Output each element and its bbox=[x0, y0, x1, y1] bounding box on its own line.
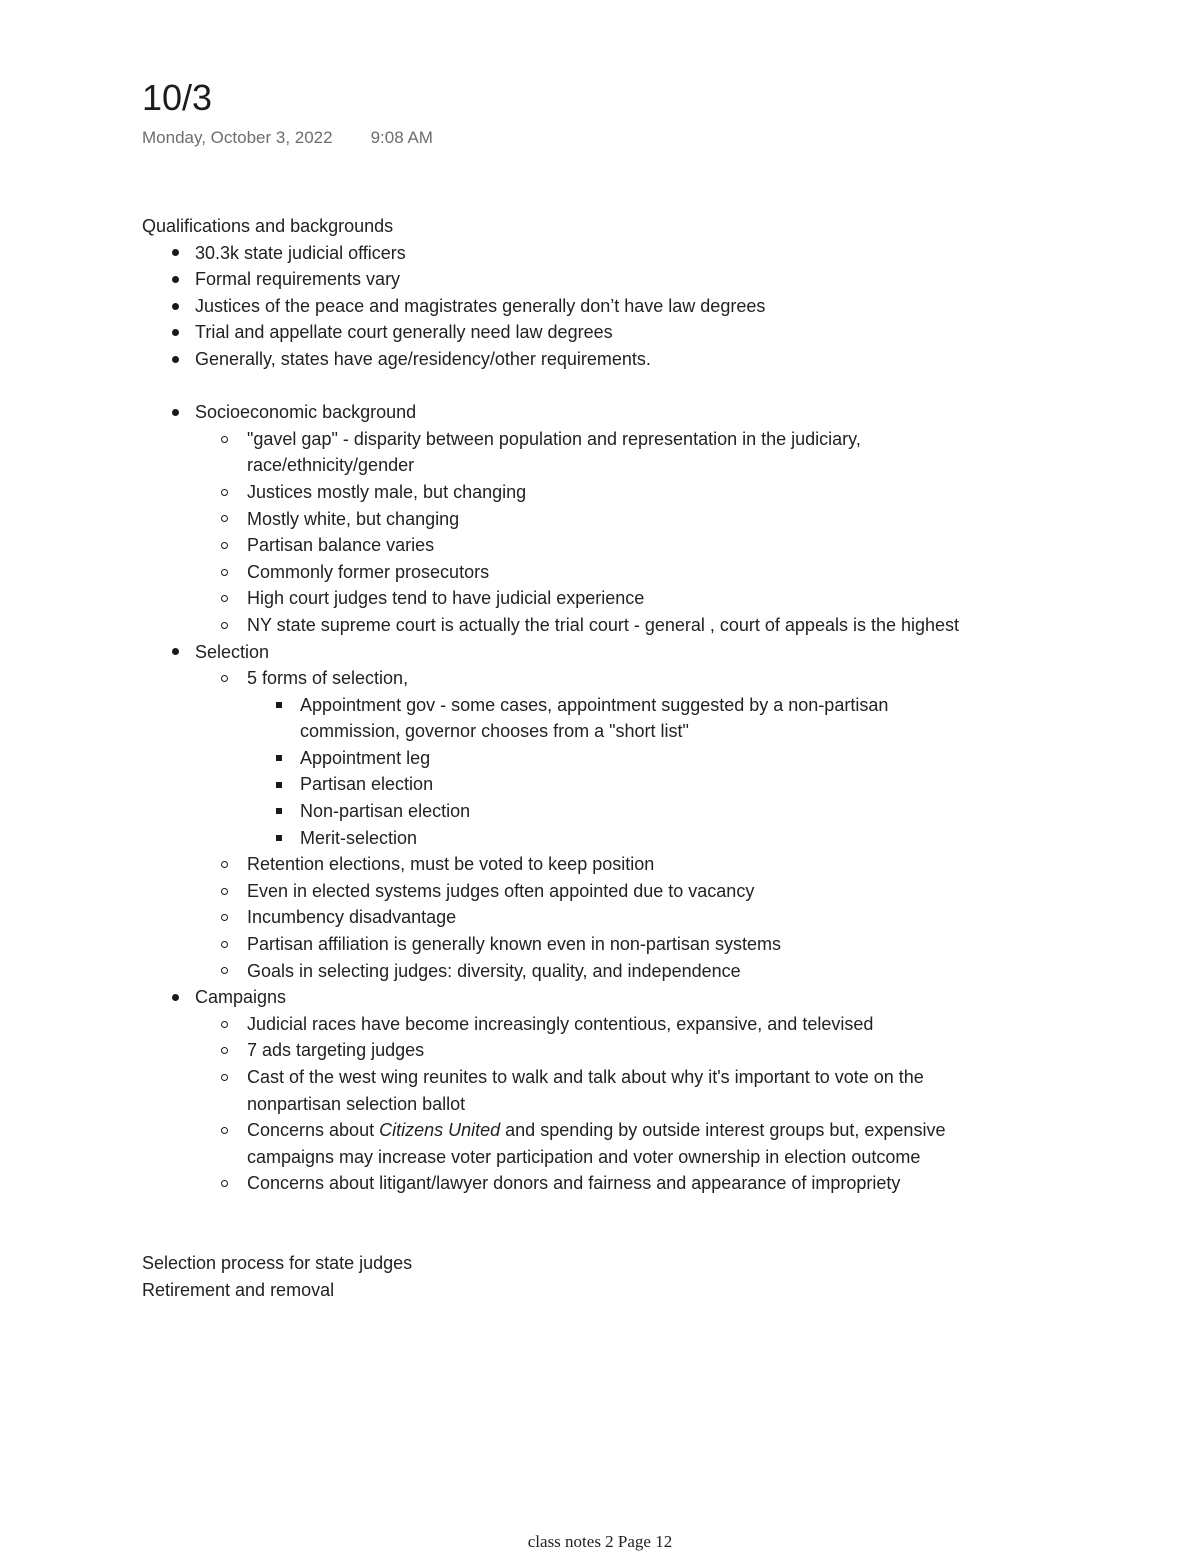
sub-list-item: Concerns about Citizens United and spending by outside interest groups but, expensive bbox=[142, 1117, 1142, 1144]
sub-sub-list-item: Appointment leg bbox=[142, 745, 1142, 772]
sub-list-item: "gavel gap" - disparity between population and representation in the judiciary, bbox=[142, 426, 1142, 453]
list-item: Justices of the peace and magistrates generally don’t have law degrees bbox=[142, 293, 1142, 320]
sub-list-item: Commonly former prosecutors bbox=[142, 559, 1142, 586]
bullet-ring-icon bbox=[219, 1037, 229, 1064]
sub-list-item: High court judges tend to have judicial experience bbox=[142, 585, 1142, 612]
bullet-ring-icon bbox=[219, 958, 229, 985]
sub-list-item: Cast of the west wing reunites to walk and talk about why it's important to vote on the bbox=[142, 1064, 1142, 1091]
bullet-square-icon bbox=[274, 745, 284, 772]
sub-list-item: Partisan affiliation is generally known even in non-partisan systems bbox=[142, 931, 1142, 958]
bullet-ring-icon bbox=[219, 878, 229, 905]
bullet-ring-icon bbox=[219, 612, 229, 639]
bullet-dot-icon bbox=[170, 293, 180, 320]
sub-list-item: 5 forms of selection, bbox=[142, 665, 1142, 692]
sub-list-item: Judicial races have become increasingly contentious, expansive, and televised bbox=[142, 1011, 1142, 1038]
blank-line bbox=[142, 373, 1142, 400]
list-item: Socioeconomic background bbox=[142, 399, 1142, 426]
bullet-dot-icon bbox=[170, 399, 180, 426]
sub-list-item: Retention elections, must be voted to keep position bbox=[142, 851, 1142, 878]
page-footer: class notes 2 Page 12 bbox=[527, 1532, 673, 1551]
bullet-square-icon bbox=[274, 692, 284, 719]
list-item: Generally, states have age/residency/other requirements. bbox=[142, 346, 1142, 373]
bullet-ring-icon bbox=[219, 1064, 229, 1091]
page-title: 10/3 bbox=[142, 77, 213, 118]
bullet-dot-icon bbox=[170, 984, 180, 1011]
sub-list-item-continuation: campaigns may increase voter participation and voter ownership in election outcome bbox=[247, 1146, 921, 1167]
sub-list-item: Goals in selecting judges: diversity, quality, and independence bbox=[142, 958, 1142, 985]
bullet-dot-icon bbox=[170, 266, 180, 293]
list-item: 30.3k state judicial officers bbox=[142, 240, 1142, 267]
sub-list-item: NY state supreme court is actually the trial court - general , court of appeals is the highest bbox=[142, 612, 1142, 639]
bullet-ring-icon bbox=[219, 665, 229, 692]
list-item: Selection bbox=[142, 639, 1142, 666]
bullet-dot-icon bbox=[170, 240, 180, 267]
note-body bbox=[142, 213, 1142, 1303]
sub-list-item: Justices mostly male, but changing bbox=[142, 479, 1142, 506]
sub-list-item: Incumbency disadvantage bbox=[142, 904, 1142, 931]
bullet-ring-icon bbox=[219, 904, 229, 931]
bullet-dot-icon bbox=[170, 346, 180, 373]
bullet-ring-icon bbox=[219, 559, 229, 586]
bullet-dot-icon bbox=[170, 319, 180, 346]
sub-sub-list-item: Merit-selection bbox=[142, 825, 1142, 852]
list-item: Campaigns bbox=[142, 984, 1142, 1011]
bullet-ring-icon bbox=[219, 1170, 229, 1197]
bullet-ring-icon bbox=[219, 506, 229, 533]
note-time: 9:08 AM bbox=[370, 128, 433, 147]
bullet-ring-icon bbox=[219, 479, 229, 506]
sub-list-item: Even in elected systems judges often appointed due to vacancy bbox=[142, 878, 1142, 905]
sub-list-item: Partisan balance varies bbox=[142, 532, 1142, 559]
bullet-square-icon bbox=[274, 798, 284, 825]
list-item: Trial and appellate court generally need law degrees bbox=[142, 319, 1142, 346]
sub-list-item: Mostly white, but changing bbox=[142, 506, 1142, 533]
closing-line: Retirement and removal bbox=[142, 1279, 335, 1300]
bullet-ring-icon bbox=[219, 532, 229, 559]
date-time-line bbox=[142, 127, 433, 149]
bullet-ring-icon bbox=[219, 426, 229, 453]
bullet-square-icon bbox=[274, 825, 284, 852]
section-heading: Qualifications and backgrounds bbox=[142, 216, 394, 236]
citizens-united-italic: Citizens United bbox=[379, 1120, 501, 1141]
bullet-ring-icon bbox=[219, 585, 229, 612]
closing-line: Selection process for state judges bbox=[142, 1253, 413, 1274]
note-date: Monday, October 3, 2022 bbox=[142, 128, 333, 147]
blank-gap bbox=[142, 1197, 1142, 1250]
sub-list-item-continuation: nonpartisan selection ballot bbox=[247, 1093, 466, 1114]
sub-sub-list-item: Partisan election bbox=[142, 771, 1142, 798]
sub-list-item: 7 ads targeting judges bbox=[142, 1037, 1142, 1064]
sub-list-item-continuation: race/ethnicity/gender bbox=[247, 455, 415, 476]
sub-list-item: Concerns about litigant/lawyer donors and fairness and appearance of impropriety bbox=[142, 1170, 1142, 1197]
bullet-ring-icon bbox=[219, 1011, 229, 1038]
sub-sub-list-item: Appointment gov - some cases, appointment suggested by a non-partisan bbox=[142, 692, 1142, 719]
bullet-square-icon bbox=[274, 771, 284, 798]
list-item: Formal requirements vary bbox=[142, 266, 1142, 293]
bullet-dot-icon bbox=[170, 639, 180, 666]
bullet-ring-icon bbox=[219, 1117, 229, 1144]
bullet-ring-icon bbox=[219, 931, 229, 958]
bullet-ring-icon bbox=[219, 851, 229, 878]
sub-sub-list-item: Non-partisan election bbox=[142, 798, 1142, 825]
sub-sub-list-item-continuation: commission, governor chooses from a "short list" bbox=[300, 721, 689, 742]
